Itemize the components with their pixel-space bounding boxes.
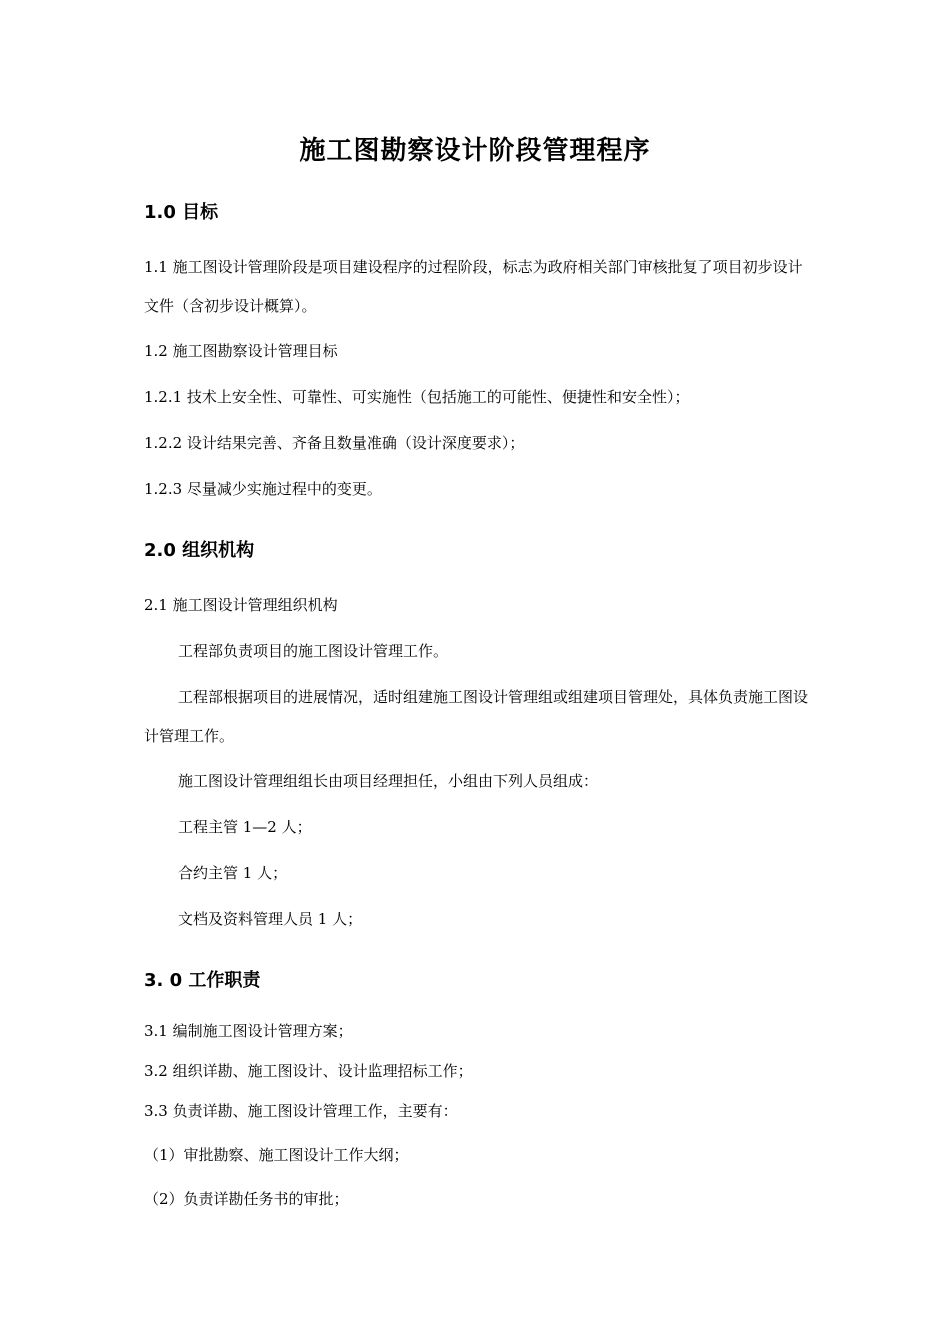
section-heading-duties: 3. 0 工作职责 (144, 970, 261, 991)
paragraph-2-1: 2.1 施工图设计管理组织机构 (144, 596, 338, 614)
paragraph-3-3-item-2: （2）负责详勘任务书的审批； (144, 1190, 349, 1208)
document-title: 施工图勘察设计阶段管理程序 (299, 136, 651, 166)
paragraph-2-body-1: 工程部负责项目的施工图设计管理工作。 (178, 642, 449, 660)
section-heading-organization: 2.0 组织机构 (144, 540, 255, 561)
paragraph-1-2-2: 1.2.2 设计结果完善、齐备且数量准确（设计深度要求）； (144, 434, 525, 452)
section-heading-objectives: 1.0 目标 (144, 202, 219, 223)
paragraph-3-1: 3.1 编制施工图设计管理方案； (144, 1022, 353, 1040)
paragraph-2-member-1: 工程主管 1—2 人； (178, 818, 312, 836)
paragraph-2-member-2: 合约主管 1 人； (178, 864, 288, 882)
paragraph-1-1: 1.1 施工图设计管理阶段是项目建设程序的过程阶段，标志为政府相关部门审核批复了项目初步设计文件（含初步设计概算）。 (144, 258, 803, 315)
paragraph-1-2: 1.2 施工图勘察设计管理目标 (144, 342, 338, 360)
paragraph-2-body-2: 工程部根据项目的进展情况，适时组建施工图设计管理组或组建项目管理处，具体负责施工图设计管理工作。 (144, 688, 809, 745)
paragraph-1-2-3: 1.2.3 尽量减少实施过程中的变更。 (144, 480, 382, 498)
paragraph-1-2-1: 1.2.1 技术上安全性、可靠性、可实施性（包括施工的可能性、便捷性和安全性）； (144, 388, 690, 406)
paragraph-3-3-item-1: （1）审批勘察、施工图设计工作大纲； (144, 1146, 409, 1164)
paragraph-3-3: 3.3 负责详勘、施工图设计管理工作，主要有： (144, 1102, 458, 1120)
paragraph-3-2: 3.2 组织详勘、施工图设计、设计监理招标工作； (144, 1062, 473, 1080)
paragraph-2-member-3: 文档及资料管理人员 1 人； (178, 910, 363, 928)
paragraph-2-body-3: 施工图设计管理组组长由项目经理担任，小组由下列人员组成： (178, 772, 599, 790)
